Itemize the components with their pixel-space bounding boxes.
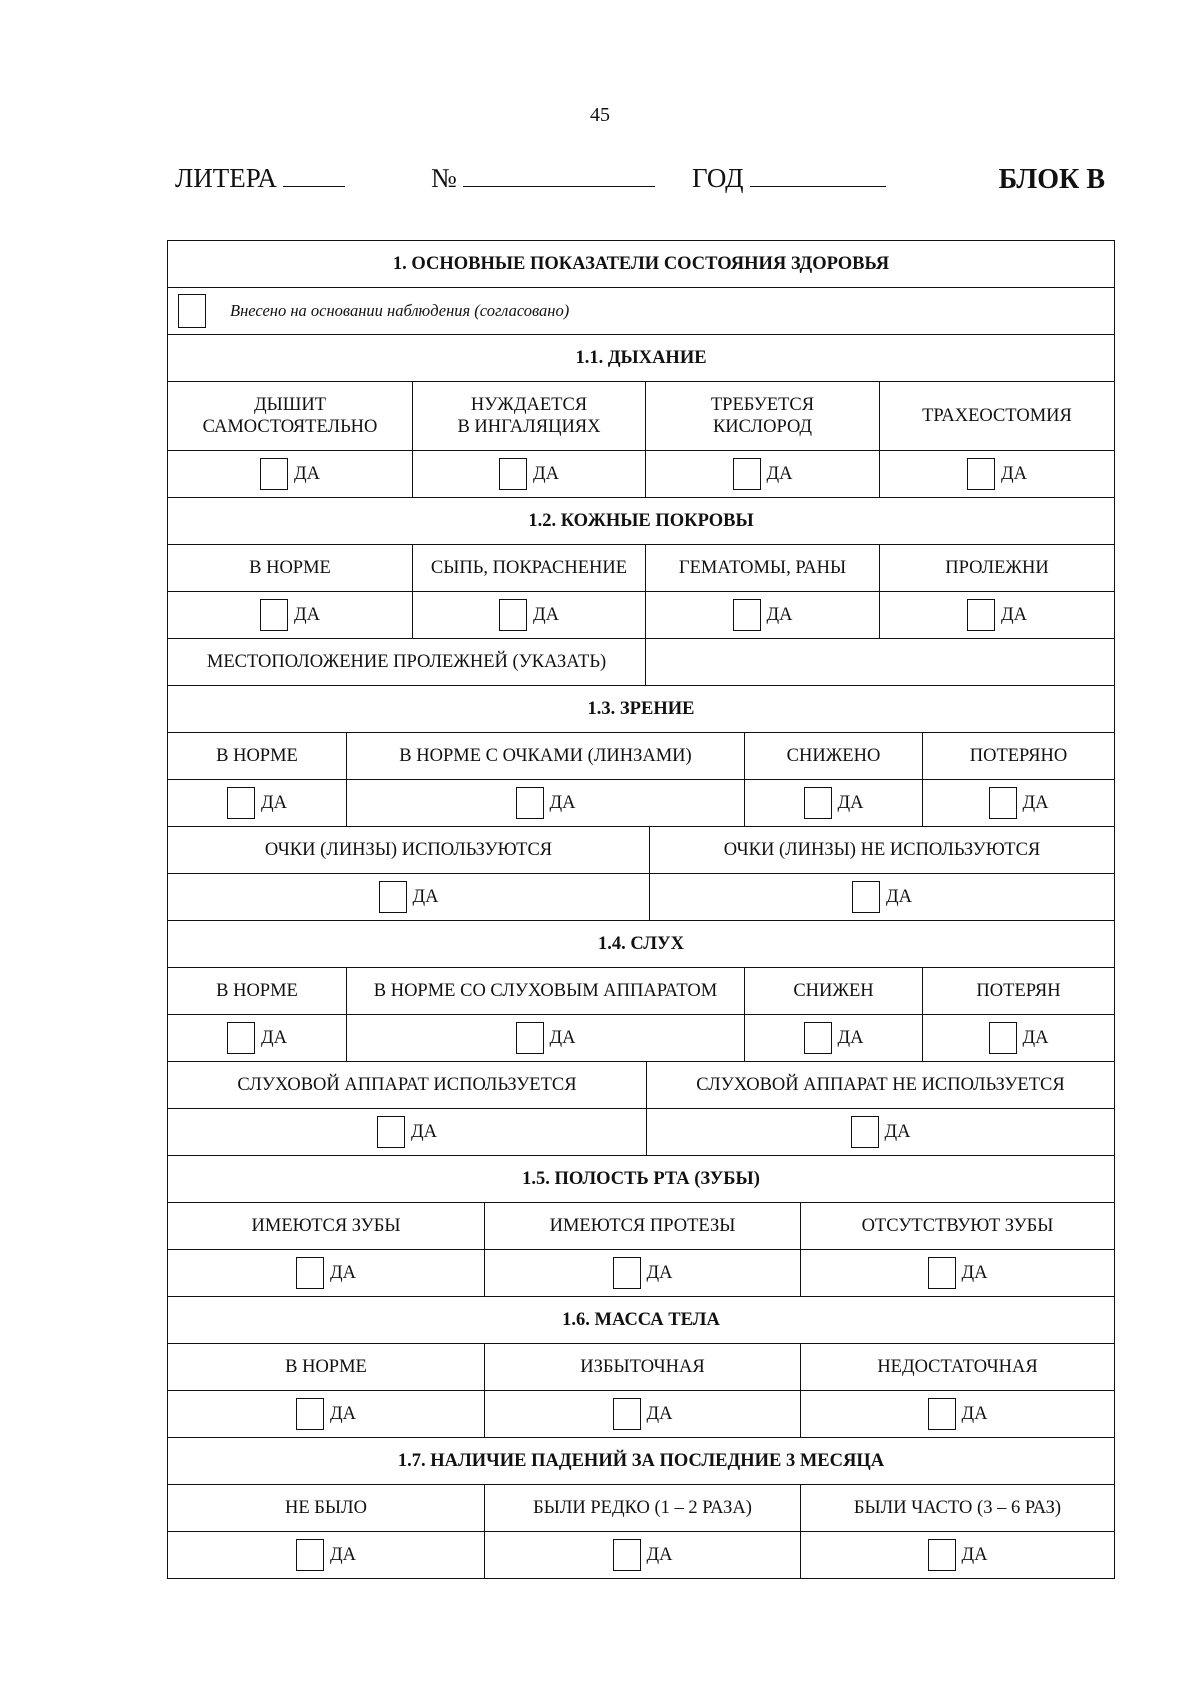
vision-reduced-answer: ДА (744, 780, 922, 826)
vision-normal-header: В НОРМЕ (216, 746, 298, 766)
skin-normal-header: В НОРМЕ (249, 558, 331, 578)
year-field (692, 162, 886, 194)
mouth-dentures-header: ИМЕЮТСЯ ПРОТЕЗЫ (484, 1203, 800, 1249)
skin-hematoma-header: ГЕМАТОМЫ, РАНЫ (645, 545, 879, 591)
hearing-lost-answer: ДА (922, 1015, 1114, 1061)
mouth-dentures-answer: ДА (484, 1250, 800, 1296)
glasses-used-header: ОЧКИ (ЛИНЗЫ) ИСПОЛЬЗУЮТСЯ (264, 840, 553, 860)
weight-deficit-header: НЕДОСТАТОЧНАЯ (800, 1344, 1114, 1390)
breathing-oxygen-checkbox[interactable] (733, 458, 761, 490)
vision-normal-checkbox[interactable] (227, 787, 255, 819)
falls-often-checkbox[interactable] (928, 1539, 956, 1571)
glasses-not-used-checkbox[interactable] (852, 881, 880, 913)
skin-hematoma-checkbox[interactable] (733, 599, 761, 631)
falls-rare-header: БЫЛИ РЕДКО (1 – 2 РАЗА) (484, 1485, 800, 1531)
breathing-self-answer: ДА (168, 451, 412, 497)
vision-lost-checkbox[interactable] (989, 787, 1017, 819)
vision-lost-header: ПОТЕРЯНО (922, 733, 1114, 779)
falls-often-header: БЫЛИ ЧАСТО (3 – 6 РАЗ) (800, 1485, 1114, 1531)
year-label: ГОД (692, 163, 744, 193)
section-skin-title: 1.2. КОЖНЫЕ ПОКРОВЫ (528, 511, 754, 531)
weight-excess-answer: ДА (484, 1391, 800, 1437)
section-hearing-title: 1.4. СЛУХ (598, 934, 684, 954)
vision-lost-answer: ДА (922, 780, 1114, 826)
skin-bedsores-answer: ДА (879, 592, 1114, 638)
weight-normal-checkbox[interactable] (296, 1398, 324, 1430)
vision-reduced-checkbox[interactable] (804, 787, 832, 819)
weight-deficit-checkbox[interactable] (928, 1398, 956, 1430)
number-label: № (431, 163, 457, 193)
hearing-aid-header: В НОРМЕ СО СЛУХОВЫМ АППАРАТОМ (346, 968, 744, 1014)
breathing-oxygen-header: ТРЕБУЕТСЯ КИСЛОРОД (645, 382, 879, 450)
hearing-aid-used-checkbox[interactable] (377, 1116, 405, 1148)
mouth-no-teeth-header: ОТСУТСТВУЮТ ЗУБЫ (800, 1203, 1114, 1249)
vision-glasses-header: В НОРМЕ С ОЧКАМИ (ЛИНЗАМИ) (346, 733, 744, 779)
glasses-not-used-answer: ДА (649, 874, 1114, 920)
weight-excess-header: ИЗБЫТОЧНАЯ (484, 1344, 800, 1390)
hearing-aid-used-header: СЛУХОВОЙ АППАРАТ ИСПОЛЬЗУЕТСЯ (237, 1075, 577, 1095)
weight-normal-header: В НОРМЕ (285, 1357, 367, 1377)
hearing-aid-not-used-header: СЛУХОВОЙ АППАРАТ НЕ ИСПОЛЬЗУЕТСЯ (646, 1062, 1114, 1108)
glasses-not-used-header: ОЧКИ (ЛИНЗЫ) НЕ ИСПОЛЬЗУЮТСЯ (649, 827, 1114, 873)
section-breathing-title: 1.1. ДЫХАНИЕ (575, 348, 707, 368)
litera-label: ЛИТЕРА (175, 163, 277, 193)
hearing-reduced-answer: ДА (744, 1015, 922, 1061)
breathing-inhalation-header: НУЖДАЕТСЯ В ИНГАЛЯЦИЯХ (412, 382, 645, 450)
glasses-used-answer: ДА (168, 874, 649, 920)
skin-normal-answer: ДА (168, 592, 412, 638)
vision-glasses-answer: ДА (346, 780, 744, 826)
hearing-lost-checkbox[interactable] (989, 1022, 1017, 1054)
skin-bedsores-checkbox[interactable] (967, 599, 995, 631)
glasses-used-checkbox[interactable] (379, 881, 407, 913)
hearing-lost-header: ПОТЕРЯН (922, 968, 1114, 1014)
skin-rash-answer: ДА (412, 592, 645, 638)
section-main-title: 1. ОСНОВНЫЕ ПОКАЗАТЕЛИ СОСТОЯНИЯ ЗДОРОВЬЯ (392, 254, 890, 274)
bedsores-location-label: МЕСТОПОЛОЖЕНИЕ ПРОЛЕЖНЕЙ (УКАЗАТЬ) (206, 652, 607, 672)
hearing-aid-not-used-answer: ДА (646, 1109, 1114, 1155)
vision-reduced-header: СНИЖЕНО (744, 733, 922, 779)
hearing-normal-header: В НОРМЕ (216, 981, 298, 1001)
mouth-no-teeth-answer: ДА (800, 1250, 1114, 1296)
section-mouth-title: 1.5. ПОЛОСТЬ РТА (ЗУБЫ) (522, 1169, 760, 1189)
hearing-aid-answer: ДА (346, 1015, 744, 1061)
weight-excess-checkbox[interactable] (613, 1398, 641, 1430)
mouth-teeth-answer: ДА (168, 1250, 484, 1296)
block-label: БЛОК В (998, 164, 1105, 195)
weight-normal-answer: ДА (168, 1391, 484, 1437)
form-header (175, 162, 1105, 202)
breathing-self-checkbox[interactable] (260, 458, 288, 490)
skin-bedsores-header: ПРОЛЕЖНИ (879, 545, 1114, 591)
vision-glasses-checkbox[interactable] (516, 787, 544, 819)
breathing-inhalation-checkbox[interactable] (499, 458, 527, 490)
falls-none-checkbox[interactable] (296, 1539, 324, 1571)
hearing-reduced-header: СНИЖЕН (744, 968, 922, 1014)
breathing-oxygen-answer: ДА (645, 451, 879, 497)
mouth-teeth-checkbox[interactable] (296, 1257, 324, 1289)
falls-rare-checkbox[interactable] (613, 1539, 641, 1571)
hearing-reduced-checkbox[interactable] (804, 1022, 832, 1054)
falls-often-answer: ДА (800, 1532, 1114, 1578)
mouth-teeth-header: ИМЕЮТСЯ ЗУБЫ (251, 1216, 401, 1236)
bedsores-location-input[interactable] (645, 639, 1114, 685)
observation-note-row (168, 288, 1114, 334)
section-weight-title: 1.6. МАССА ТЕЛА (562, 1310, 720, 1330)
breathing-inhalation-answer: ДА (412, 451, 645, 497)
mouth-dentures-checkbox[interactable] (613, 1257, 641, 1289)
litera-input[interactable] (283, 162, 345, 187)
falls-none-answer: ДА (168, 1532, 484, 1578)
number-input[interactable] (463, 162, 655, 187)
number-field (431, 162, 655, 194)
section-vision-title: 1.3. ЗРЕНИЕ (587, 699, 695, 719)
litera-field (175, 162, 345, 194)
section-falls-title: 1.7. НАЛИЧИЕ ПАДЕНИЙ ЗА ПОСЛЕДНИЕ 3 МЕСЯЦА (397, 1451, 885, 1471)
hearing-aid-checkbox[interactable] (516, 1022, 544, 1054)
vision-normal-answer: ДА (168, 780, 346, 826)
year-input[interactable] (750, 162, 886, 187)
breathing-self-header: ДЫШИТ САМОСТОЯТЕЛЬНО (202, 395, 378, 437)
breathing-tracheostomy-header: ТРАХЕОСТОМИЯ (879, 382, 1114, 450)
observation-checkbox[interactable] (178, 294, 206, 328)
falls-rare-answer: ДА (484, 1532, 800, 1578)
falls-none-header: НЕ БЫЛО (285, 1498, 367, 1518)
breathing-tracheostomy-checkbox[interactable] (967, 458, 995, 490)
skin-rash-checkbox[interactable] (499, 599, 527, 631)
breathing-tracheostomy-answer: ДА (879, 451, 1114, 497)
mouth-no-teeth-checkbox[interactable] (928, 1257, 956, 1289)
skin-hematoma-answer: ДА (645, 592, 879, 638)
observation-note: Внесено на основании наблюдения (согласовано) (230, 301, 570, 320)
weight-deficit-answer: ДА (800, 1391, 1114, 1437)
hearing-normal-answer: ДА (168, 1015, 346, 1061)
health-form-table (167, 240, 1115, 1579)
page-number: 45 (590, 104, 610, 126)
hearing-aid-not-used-checkbox[interactable] (851, 1116, 879, 1148)
skin-normal-checkbox[interactable] (260, 599, 288, 631)
skin-rash-header: СЫПЬ, ПОКРАСНЕНИЕ (412, 545, 645, 591)
hearing-normal-checkbox[interactable] (227, 1022, 255, 1054)
hearing-aid-used-answer: ДА (168, 1109, 646, 1155)
